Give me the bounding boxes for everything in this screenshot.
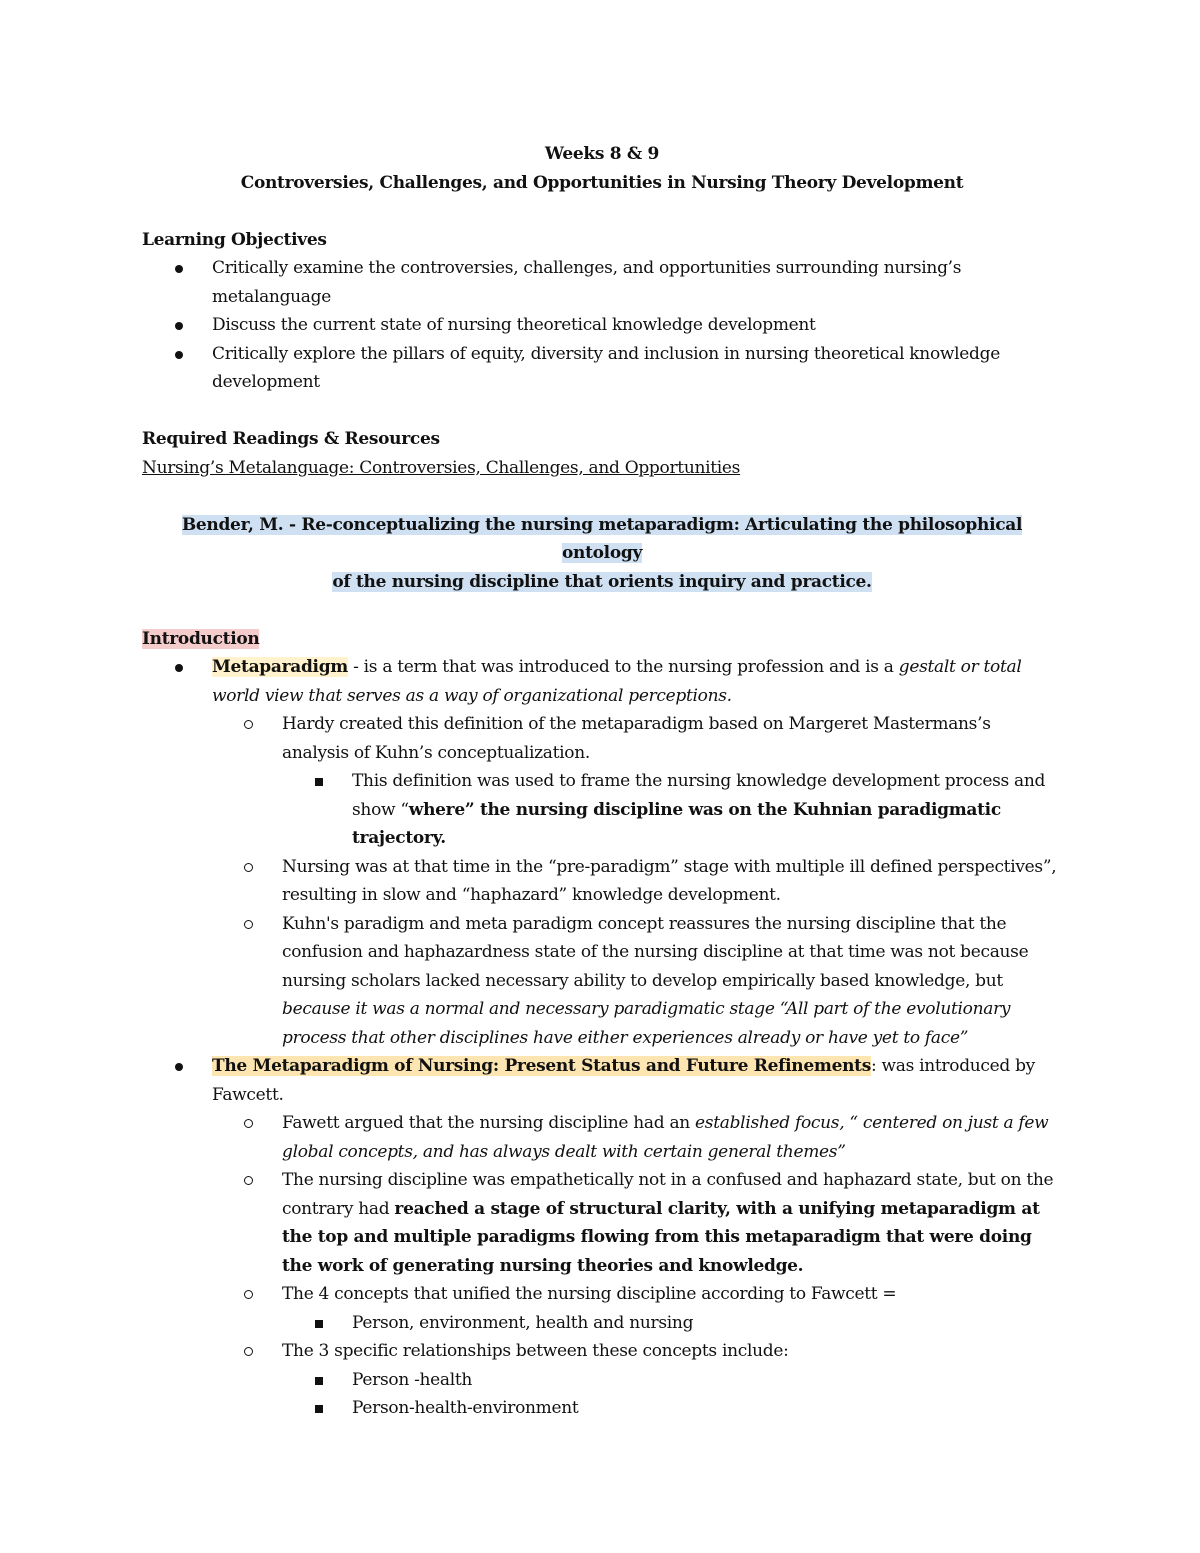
list-item: Fawett argued that the nursing discipline had an established focus, “ centered on just a few global concepts, and has always dealt with certain general themes”	[282, 1113, 1049, 1162]
list-item: Kuhn's paradigm and meta paradigm concept reassures the nursing discipline that the confusion and haphazardness state of the nursing discipline at that time was not because nursing scholars lacked necessary ability to develop empirically based knowledge, but because it was a normal and necessary paradigmatic stage “All part of the evolutionary process that other disciplines have either experiences already or have yet to face”	[282, 913, 1029, 1048]
objectives-list	[142, 254, 1062, 397]
term-metaparadigm: Metaparadigm	[212, 657, 348, 677]
list-item: Critically explore the pillars of equity, diversity and inclusion in nursing theoretical knowledge development	[212, 343, 1000, 392]
readings-heading: Required Readings & Resources	[142, 429, 440, 449]
list-item: The 3 specific relationships between these concepts include: Person -health Person-health-environment	[212, 1337, 1062, 1423]
list-item: The Metaparadigm of Nursing: Present Status and Future Refinements: was introduced by Fawcett. Fawett argued that the nursing discipline had an established focus, “ centered on just a few global concepts, and has always dealt with certain general themes” The nursing discipline was empathetically not in a confused and haphazard state, but on the contrary had reached a stage of structural clarity, with a unifying metaparadigm at the top and multiple paradigms flowing from this metaparadigm that were doing the work of generating nursing theories and knowledge. The 4 concepts that unified the nursing discipline according to Fawcett = Person, environment, health and nursing The 3 specific relationships between these concepts include: Person -health Person-health-environment	[142, 1052, 1062, 1423]
readings-link[interactable]: Nursing’s Metalanguage: Controversies, Challenges, and Opportunities	[142, 457, 741, 478]
page-title: Weeks 8 & 9	[544, 144, 660, 164]
list-item: Person -health	[352, 1369, 473, 1390]
page-subtitle: Controversies, Challenges, and Opportunities in Nursing Theory Development	[240, 172, 964, 193]
list-item: The nursing discipline was empathetically not in a confused and haphazard state, but on the contrary had reached a stage of structural clarity, with a unifying metaparadigm at the top and multiple paradigms flowing from this metaparadigm that were doing the work of generating nursing theories and knowledge.	[282, 1170, 1054, 1276]
objectives-heading: Learning Objectives	[142, 229, 327, 250]
list-item: This definition was used to frame the nursing knowledge development process and show “where” the nursing discipline was on the Kuhnian paradigmatic trajectory.	[352, 771, 1046, 848]
list-item: Person-health-environment	[352, 1398, 579, 1418]
list-item: Hardy created this definition of the metaparadigm based on Margeret Mastermans’s analysis of Kuhn’s conceptualization. This definition was used to frame the nursing knowledge development process and show “where” the nursing discipline was on the Kuhnian paradigmatic trajectory.	[212, 710, 1062, 853]
article-title: Bender, M. - Re-conceptualizing the nursing metaparadigm: Articulating the philosophical ontology of the nursing discipline that orients inquiry and practice.	[181, 514, 1023, 592]
term-fawcett-metaparadigm: The Metaparadigm of Nursing: Present Status and Future Refinements	[212, 1056, 871, 1076]
intro-list	[142, 653, 1062, 1423]
list-item: Discuss the current state of nursing theoretical knowledge development	[212, 315, 816, 335]
document-body	[142, 140, 1062, 1423]
list-item: Person, environment, health and nursing	[352, 1312, 694, 1333]
list-item: The 4 concepts that unified the nursing discipline according to Fawcett = Person, environment, health and nursing	[212, 1280, 1062, 1337]
intro-heading: Introduction	[142, 628, 260, 649]
list-item: Metaparadigm - is a term that was introduced to the nursing profession and is a gestalt or total world view that serves as a way of organizational perceptions. Hardy created this definition of the metaparadigm based on Margeret Mastermans’s analysis of Kuhn’s conceptualization. This definition was used to frame the nursing knowledge development process and show “where” the nursing discipline was on the Kuhnian paradigmatic trajectory. Nursing was at that time in the “pre-paradigm” stage with multiple ill defined perspectives”, resulting in slow and “haphazard” knowledge development. Kuhn's paradigm and meta paradigm concept reassures the nursing discipline that the confusion and haphazardness state of the nursing discipline at that time was not because nursing scholars lacked necessary ability to develop empirically based knowledge, but because it was a normal and necessary paradigmatic stage “All part of the evolutionary process that other disciplines have either experiences already or have yet to face”	[142, 653, 1062, 1052]
list-item: Critically examine the controversies, challenges, and opportunities surrounding nursing’s metalanguage	[212, 258, 962, 307]
list-item: Nursing was at that time in the “pre-paradigm” stage with multiple ill defined perspectives”, resulting in slow and “haphazard” knowledge development.	[282, 856, 1057, 905]
